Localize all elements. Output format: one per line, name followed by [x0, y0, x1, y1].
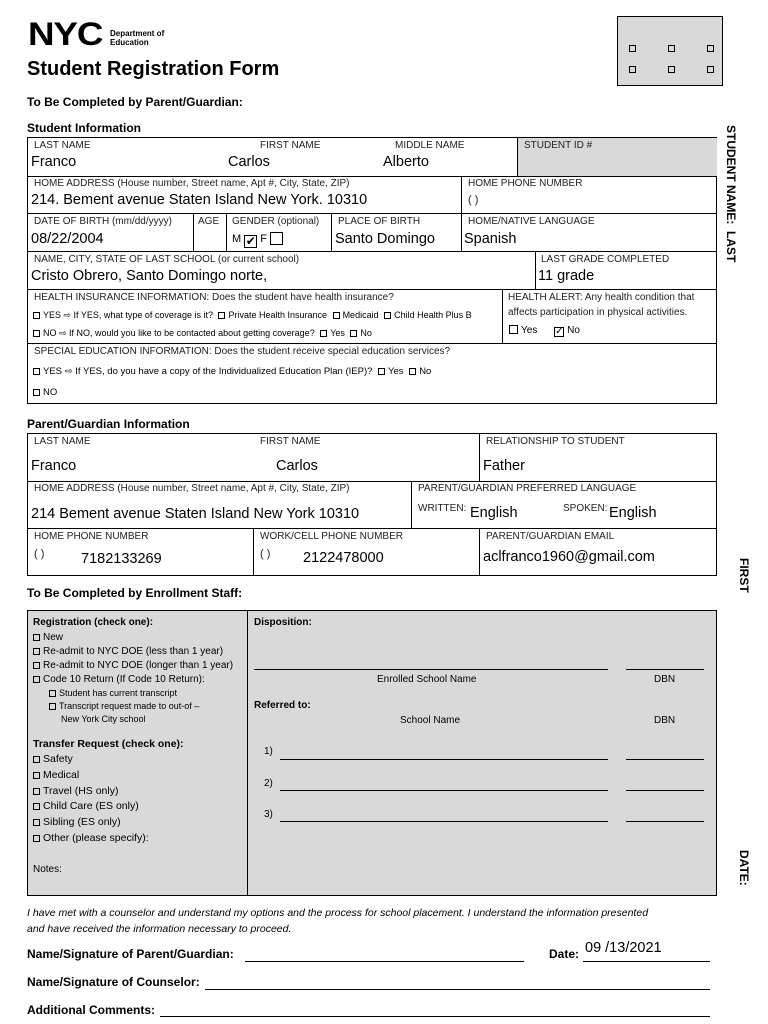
sped-iep-yes-label: Yes: [388, 366, 404, 377]
student-first-name[interactable]: Carlos: [228, 154, 270, 170]
side-label-date: DATE:: [737, 850, 751, 886]
dbn-label-2: DBN: [654, 715, 676, 726]
ins-contact-no-checkbox[interactable]: [350, 330, 357, 337]
staff-section-title: To Be Completed by Enrollment Staff:: [27, 586, 243, 600]
date-line[interactable]: [583, 961, 710, 962]
relationship[interactable]: Father: [483, 458, 525, 474]
transfer-option[interactable]: [33, 768, 149, 784]
transfer-checkbox[interactable]: [33, 788, 40, 795]
language-label: HOME/NATIVE LANGUAGE: [468, 216, 595, 227]
reg-option-checkbox[interactable]: [33, 676, 40, 683]
health-alert-label-1: HEALTH ALERT: Any health condition that: [508, 292, 695, 303]
sped-yes-text: YES ⇨ If YES, do you have a copy of the Individualized Education Plan (IEP)?: [43, 366, 373, 377]
parent-instructions: To Be Completed by Parent/Guardian:: [27, 95, 243, 109]
referred-label: Referred to:: [254, 700, 311, 711]
school-name-label: School Name: [400, 715, 461, 726]
office-checkbox-grid: [617, 16, 723, 86]
ins-chp-label: Child Health Plus B: [394, 310, 472, 320]
code10-sub3: New York City school: [61, 714, 146, 724]
health-alert-options: [509, 325, 580, 337]
transfer-label: Child Care (ES only): [43, 800, 139, 813]
form-title: Student Registration Form: [27, 58, 280, 80]
pref-lang-label: PARENT/GUARDIAN PREFERRED LANGUAGE: [418, 483, 637, 494]
referral-1-number: 1): [264, 746, 273, 757]
ins-medicaid-label: Medicaid: [342, 310, 379, 320]
consent-line-2: and have received the information necessary to proceed.: [27, 923, 292, 935]
side-label-first: FIRST: [737, 558, 751, 593]
dob[interactable]: 08/22/2004: [31, 231, 104, 247]
transfer-label: Other (please specify):: [43, 831, 149, 844]
code10-option[interactable]: [49, 687, 199, 700]
transfer-label: Travel (HS only): [43, 784, 119, 797]
alert-no-checkbox[interactable]: ✓: [555, 326, 564, 337]
notes-label: Notes:: [33, 864, 62, 875]
alert-yes-label: Yes: [521, 325, 538, 336]
reg-option-checkbox[interactable]: [33, 634, 40, 641]
transfer-option[interactable]: [33, 799, 149, 815]
office-checkbox[interactable]: [707, 66, 714, 73]
office-checkbox[interactable]: [668, 45, 675, 52]
sped-iep-yes-checkbox[interactable]: [378, 368, 385, 375]
sped-label: SPECIAL EDUCATION INFORMATION: Does the student receive special education services?: [34, 346, 451, 357]
office-checkbox[interactable]: [629, 45, 636, 52]
consent-line-1: I have met with a counselor and understand my options and the process for school placement. I understand the information presented: [27, 907, 649, 919]
parent-address[interactable]: 214 Bement avenue Staten Island New York 10310: [31, 506, 360, 522]
reg-option-label: Re-admit to NYC DOE (longer than 1 year): [43, 660, 234, 671]
native-language[interactable]: Spanish: [464, 231, 517, 247]
parent-first-name-label: FIRST NAME: [260, 436, 321, 447]
spoken-language[interactable]: English: [609, 505, 657, 521]
reg-option[interactable]: [33, 673, 233, 687]
last-grade[interactable]: 11 grade: [538, 268, 595, 284]
ins-chp-checkbox[interactable]: [384, 312, 391, 319]
date-label: Date:: [549, 947, 580, 961]
student-address[interactable]: 214. Bement avenue Staten Island New York. 10310: [31, 192, 368, 208]
gender-m-checkbox[interactable]: ✔: [245, 234, 256, 248]
reg-option-label: Code 10 Return (If Code 10 Return):: [43, 674, 205, 685]
gender-f-checkbox[interactable]: [270, 232, 283, 245]
insurance-yes-checkbox[interactable]: [33, 312, 40, 319]
code10-option[interactable]: [49, 700, 199, 713]
insurance-no-checkbox[interactable]: [33, 330, 40, 337]
student-last-name[interactable]: Franco: [31, 154, 77, 170]
last-grade-label: LAST GRADE COMPLETED: [541, 254, 670, 265]
counselor-signature-line[interactable]: [205, 989, 710, 990]
gender-f-label: F: [260, 233, 268, 245]
ins-medicaid-checkbox[interactable]: [333, 312, 340, 319]
parent-home-phone[interactable]: 7182133269: [81, 551, 162, 567]
transfer-checkbox[interactable]: [33, 756, 40, 763]
insurance-no-row: [33, 328, 372, 339]
enrolled-school-line[interactable]: [254, 669, 608, 670]
birthplace-label: PLACE OF BIRTH: [338, 216, 421, 227]
referral-2-number: 2): [264, 778, 273, 789]
referral-1-dbn-line[interactable]: [626, 759, 704, 760]
consent-statement: [27, 905, 648, 937]
reg-option-checkbox[interactable]: [33, 648, 40, 655]
code10-checkbox[interactable]: [49, 690, 56, 697]
code10-checkbox[interactable]: [49, 703, 56, 710]
enrolled-school-label: Enrolled School Name: [377, 674, 477, 685]
student-middle-name-label: MIDDLE NAME: [395, 140, 465, 151]
parent-email[interactable]: aclfranco1960@gmail.com: [483, 549, 655, 565]
registration-options: [33, 631, 233, 687]
transfer-label: Safety: [43, 753, 73, 765]
referral-3-school-line[interactable]: [280, 821, 608, 822]
dept-line-2: Education: [110, 38, 149, 47]
relationship-label: RELATIONSHIP TO STUDENT: [486, 436, 625, 447]
parent-first-name[interactable]: Carlos: [276, 458, 318, 474]
transfer-checkbox[interactable]: [33, 772, 40, 779]
side-student-name: STUDENT NAME:: [724, 125, 738, 225]
age-label: AGE: [198, 216, 220, 227]
alert-yes-checkbox[interactable]: [509, 325, 518, 334]
work-phone-prefix: ( ): [260, 548, 271, 560]
work-phone[interactable]: 2122478000: [303, 550, 384, 566]
side-last: LAST: [724, 231, 738, 263]
sped-iep-no-checkbox[interactable]: [409, 368, 416, 375]
referral-2-dbn-line[interactable]: [626, 790, 704, 791]
reg-option[interactable]: [33, 631, 233, 645]
sped-yes-row: [33, 366, 431, 377]
transfer-label: Sibling (ES only): [43, 816, 121, 829]
transfer-option[interactable]: [33, 815, 149, 831]
reg-option-checkbox[interactable]: [33, 662, 40, 669]
parent-last-name[interactable]: Franco: [31, 458, 77, 474]
transfer-option[interactable]: [33, 831, 149, 847]
code10-sub2: Transcript request made to out-of –: [59, 701, 200, 711]
logo-text: NYC: [28, 16, 103, 52]
last-school[interactable]: Cristo Obrero, Santo Domingo norte,: [31, 268, 268, 284]
gender-label: GENDER (optional): [232, 216, 320, 227]
office-checkbox[interactable]: [707, 45, 714, 52]
referral-2-school-line[interactable]: [280, 790, 608, 791]
sped-iep-no-label: No: [419, 366, 432, 377]
office-checkbox[interactable]: [629, 66, 636, 73]
student-first-name-label: FIRST NAME: [260, 140, 321, 151]
insurance-label: HEALTH INSURANCE INFORMATION: Does the student have health insurance?: [34, 292, 394, 303]
transfer-option[interactable]: [33, 752, 149, 768]
gender-m-label: M: [232, 233, 242, 245]
referral-1-school-line[interactable]: [280, 759, 608, 760]
nyc-logo: [28, 16, 103, 52]
student-last-name-label: LAST NAME: [34, 140, 91, 151]
reg-option-label: Re-admit to NYC DOE (less than 1 year): [43, 646, 224, 657]
transfer-title: Transfer Request (check one):: [33, 738, 184, 750]
student-middle-name[interactable]: Alberto: [383, 154, 429, 170]
dept-name: [110, 29, 164, 47]
transfer-option[interactable]: [33, 784, 149, 800]
sped-no-label: NO: [43, 387, 58, 398]
email-label: PARENT/GUARDIAN EMAIL: [486, 531, 615, 542]
insurance-no-text: NO ⇨ If NO, would you like to be contacted about getting coverage?: [43, 328, 315, 338]
dbn-label-1: DBN: [654, 674, 676, 685]
code10-options: [49, 687, 199, 726]
work-phone-label: WORK/CELL PHONE NUMBER: [260, 531, 403, 542]
referral-3-number: 3): [264, 809, 273, 820]
parent-address-label: HOME ADDRESS (House number, Street name, Apt #, City, State, ZIP): [34, 483, 350, 494]
ins-private-checkbox[interactable]: [218, 312, 225, 319]
written-language[interactable]: English: [470, 505, 518, 521]
enrolled-dbn-line[interactable]: [626, 669, 704, 670]
dept-line-1: Department of: [110, 29, 165, 38]
reg-option[interactable]: [33, 645, 233, 659]
student-section-title: Student Information: [27, 121, 141, 135]
transfer-checkbox[interactable]: [33, 835, 40, 842]
office-checkbox[interactable]: [668, 66, 675, 73]
reg-option-label: New: [43, 632, 64, 643]
student-address-label: HOME ADDRESS (House number, Street name, Apt #, City, State, ZIP): [34, 178, 350, 189]
reg-option[interactable]: [33, 659, 233, 673]
birthplace[interactable]: Santo Domingo: [335, 231, 435, 247]
parent-section-title: Parent/Guardian Information: [27, 417, 190, 431]
sped-no-row: [33, 387, 57, 398]
counselor-signature-label: Name/Signature of Counselor:: [27, 975, 200, 989]
parent-signature-label: Name/Signature of Parent/Guardian:: [27, 947, 234, 961]
parent-home-phone-label: HOME PHONE NUMBER: [34, 531, 149, 542]
parent-signature-line[interactable]: [245, 961, 524, 962]
signature-date[interactable]: 09 /13/2021: [585, 940, 662, 956]
parent-home-phone-prefix: ( ): [34, 548, 45, 560]
ins-contact-yes-checkbox[interactable]: [320, 330, 327, 337]
ins-contact-no-label: No: [360, 328, 372, 338]
spoken-label: SPOKEN:: [563, 503, 608, 514]
registration-title: Registration (check one):: [33, 617, 154, 628]
side-label-student-name: [724, 125, 738, 262]
code10-sub1: Student has current transcript: [59, 688, 178, 698]
disposition-label: Disposition:: [254, 617, 312, 628]
sped-no-checkbox[interactable]: [33, 389, 40, 396]
insurance-yes-text: YES ⇨ If YES, what type of coverage is it?: [43, 310, 213, 320]
last-school-label: NAME, CITY, STATE OF LAST SCHOOL (or current school): [34, 254, 300, 265]
student-home-phone[interactable]: ( ): [468, 194, 479, 206]
transfer-options: [33, 752, 149, 847]
dob-label: DATE OF BIRTH (mm/dd/yyyy): [34, 216, 172, 227]
student-home-phone-label: HOME PHONE NUMBER: [468, 178, 583, 189]
additional-comments-label: Additional Comments:: [27, 1003, 155, 1017]
alert-no-label: No: [567, 325, 580, 336]
gender-options: [232, 232, 283, 248]
ins-contact-yes-label: Yes: [330, 328, 345, 338]
ins-private-label: Private Health Insurance: [228, 310, 328, 320]
health-alert-label-2: affects participation in physical activities.: [508, 307, 688, 318]
transfer-label: Medical: [43, 768, 80, 781]
student-id-label: STUDENT ID #: [524, 140, 593, 151]
sped-yes-checkbox[interactable]: [33, 368, 40, 375]
insurance-yes-row: [33, 310, 472, 321]
written-label: WRITTEN:: [418, 503, 467, 514]
parent-last-name-label: LAST NAME: [34, 436, 91, 447]
additional-comments-line[interactable]: [160, 1016, 710, 1017]
transfer-checkbox[interactable]: [33, 819, 40, 826]
transfer-checkbox[interactable]: [33, 803, 40, 810]
referral-3-dbn-line[interactable]: [626, 821, 704, 822]
